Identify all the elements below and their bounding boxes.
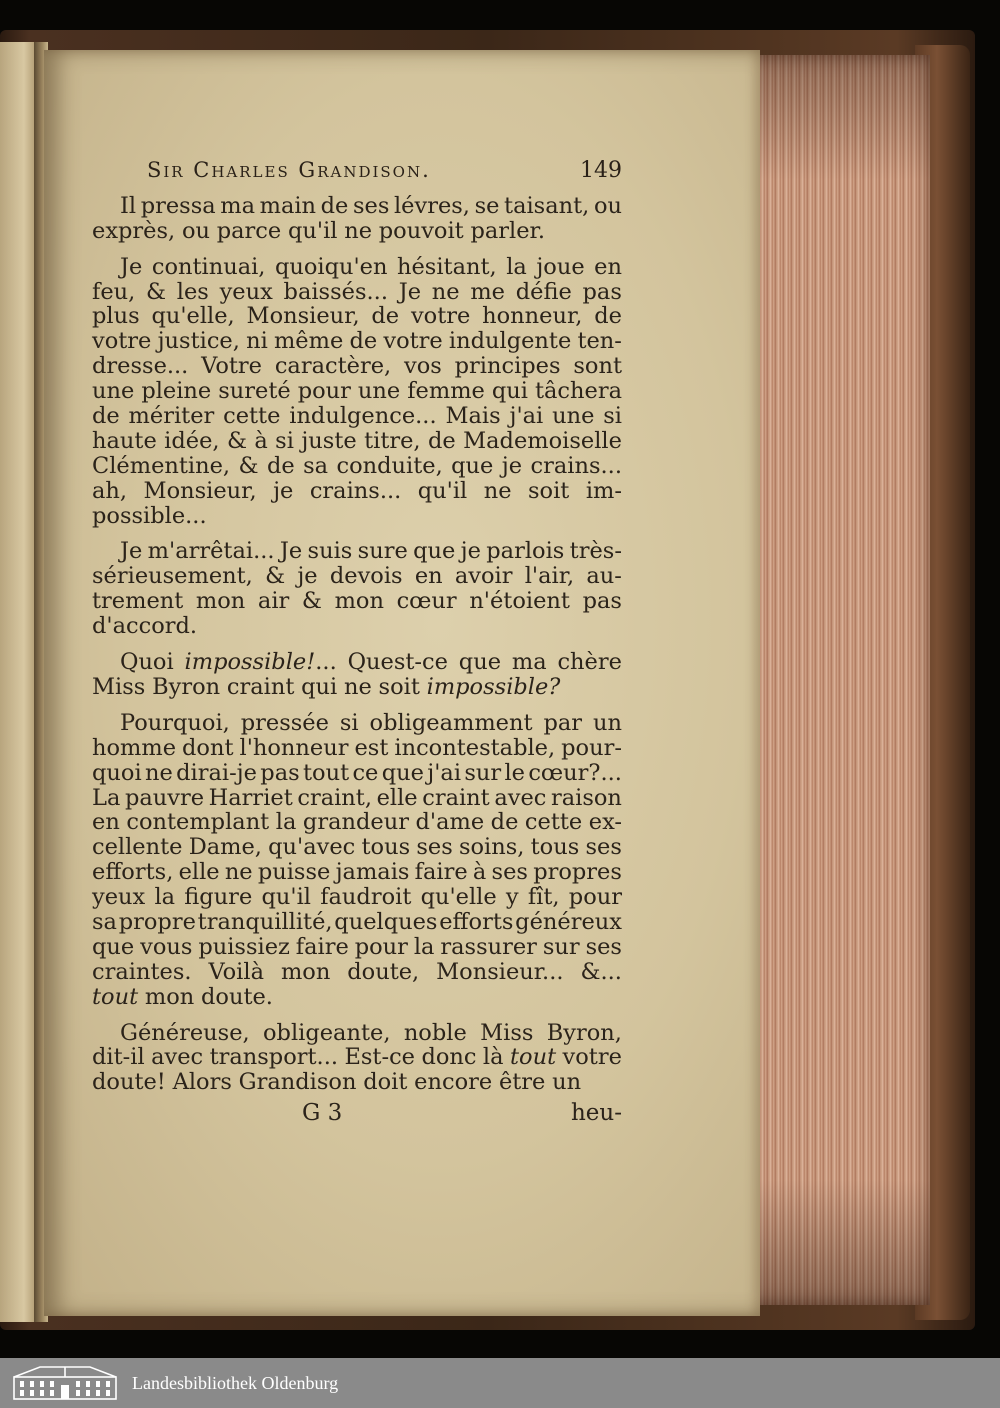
running-header — [147, 158, 622, 184]
text-line: feu, & les yeux baissés... Je ne me défie pas — [92, 278, 622, 305]
text-line: haute idée, & à si juste titre, de Mademoiselle — [92, 427, 622, 454]
text-line: doute! Alors Grandison doit encore être un — [92, 1069, 582, 1096]
text-line: en contemplant la grandeur d'ame de cette ex- — [92, 809, 622, 836]
text-line: dresse... Votre caractère, vos principes sont — [92, 353, 622, 380]
page-number: 149 — [580, 158, 622, 183]
text-line: Généreuse, obligeante, noble Miss Byron, — [120, 1019, 622, 1046]
text-line: Pourquoi, pressée si obligeamment par un — [120, 709, 622, 736]
text-line: La pauvre Harriet craint, elle craint avec raison — [92, 784, 622, 811]
text-line: sérieusement, & je devois en avoir l'air, au- — [92, 563, 622, 590]
library-name: Landesbibliothek Oldenburg — [132, 1372, 339, 1393]
text-line: Miss Byron craint qui ne soit impossible? — [92, 673, 561, 700]
body-text — [92, 194, 622, 1095]
page-footer — [92, 1101, 622, 1126]
text-line: yeux la figure qu'il faudroit qu'elle y fît, pour — [92, 884, 622, 911]
paragraph — [92, 539, 622, 639]
text-line: cellente Dame, qu'avec tous ses soins, tous ses — [92, 834, 622, 861]
text-line: exprès, ou parce qu'il ne pouvoit parler. — [92, 217, 545, 244]
text-line: votre justice, ni même de votre indulgente ten- — [92, 328, 622, 355]
text-line: craintes. Voilà mon doute, Monsieur... &... — [92, 958, 622, 985]
text-line: d'accord. — [92, 613, 198, 640]
page-edges — [745, 55, 930, 1305]
paragraph — [92, 650, 622, 700]
library-building-icon — [10, 1364, 120, 1402]
text-line: de mériter cette indulgence... Mais j'ai une si — [92, 403, 622, 430]
text-line: homme dont l'honneur est incontestable, pour- — [92, 734, 622, 761]
running-title: Sir Charles Grandison. — [147, 158, 431, 182]
catchword: heu- — [570, 1100, 622, 1127]
text-line: possible... — [92, 502, 207, 529]
library-banner — [0, 1358, 1000, 1408]
text-line: Il pressa ma main de ses lévres, se taisant, ou — [120, 192, 622, 219]
signature-mark: G 3 — [302, 1100, 343, 1127]
text-line: Quoi impossible!... Quest-ce que ma chère — [120, 649, 622, 676]
paragraph — [92, 711, 622, 1010]
paragraph — [92, 1021, 622, 1096]
text-line: quoi ne dirai-je pas tout ce que j'ai sur le cœur?... — [92, 759, 622, 786]
text-line: sa propre tranquillité, quelques efforts généreux — [92, 908, 622, 935]
text-line: Je continuai, quoiqu'en hésitant, la joue en — [120, 253, 622, 280]
text-line: dit-il avec transport... Est-ce donc là tout votre — [92, 1044, 622, 1071]
text-line: que vous puissiez faire pour la rassurer sur ses — [92, 933, 622, 960]
text-line: trement mon air & mon cœur n'étoient pas — [92, 588, 622, 615]
paragraph — [92, 255, 622, 529]
text-line: tout mon doute. — [92, 983, 273, 1010]
text-line: une pleine sureté pour une femme qui tâchera — [92, 378, 622, 405]
text-line: plus qu'elle, Monsieur, de votre honneur, de — [92, 303, 622, 330]
paragraph — [92, 194, 622, 244]
text-line: Je m'arrêtai... Je suis sure que je parlois très- — [120, 538, 622, 565]
text-line: efforts, elle ne puisse jamais faire à ses propres — [92, 859, 622, 886]
text-line: ah, Monsieur, je crains... qu'il ne soit im- — [92, 477, 622, 504]
page-text — [92, 158, 622, 1126]
text-line: Clémentine, & de sa conduite, que je crains... — [92, 452, 622, 479]
